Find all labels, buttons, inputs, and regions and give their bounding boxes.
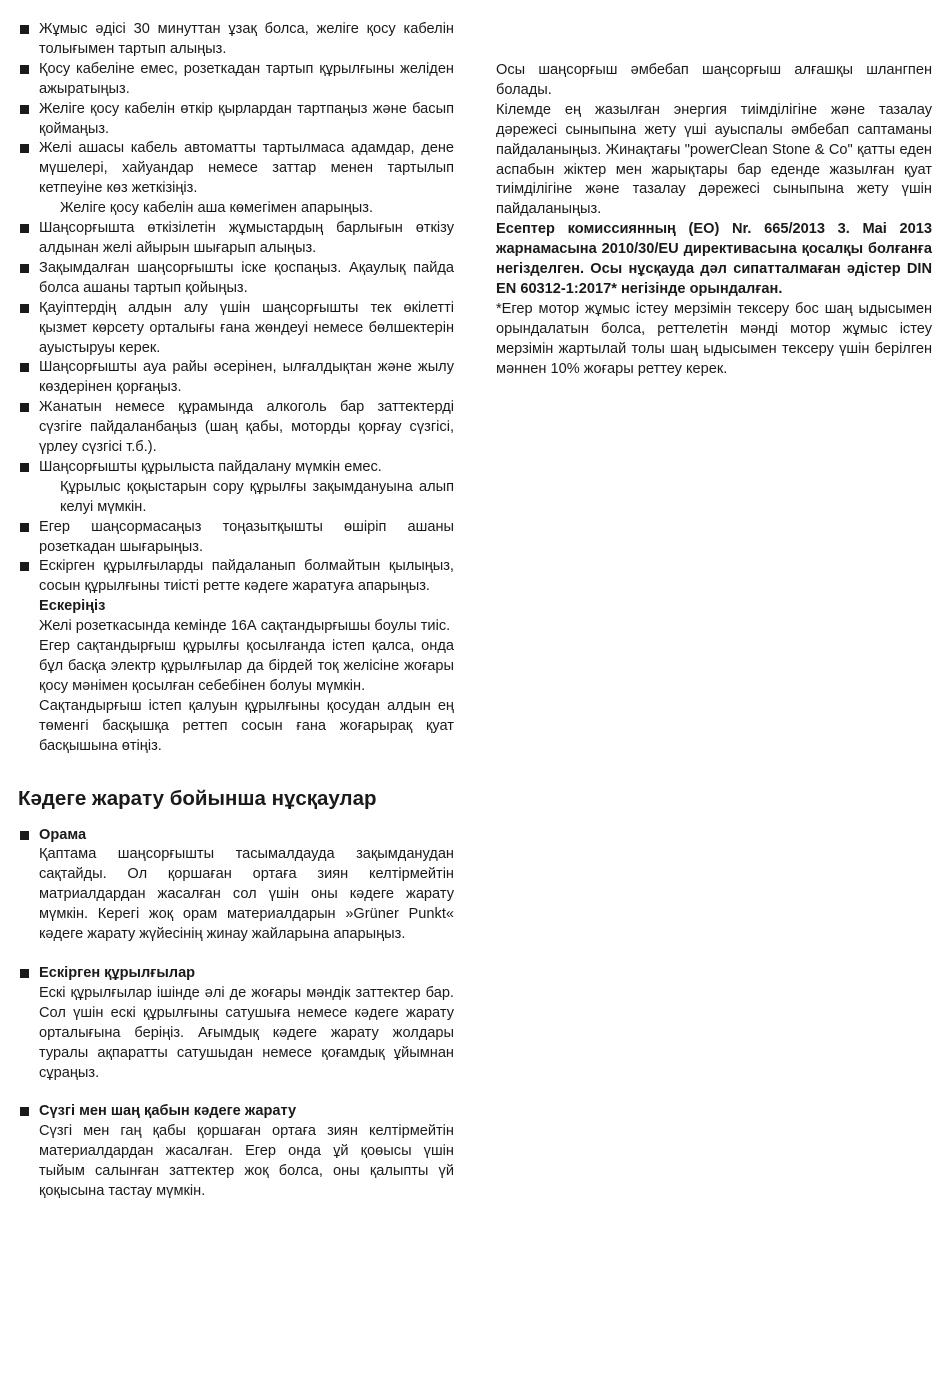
list-item: Шаңсорғышта өткізілетін жұмыстардың барлығын өткізу алдынан желі айырын шығарып алыңыз. — [18, 219, 454, 259]
caution-paragraph: Егер сақтандырғыш құрылғы қосылғанда істеп қалса, онда бұл басқа электр құрылғылар да бірдей тоқ желісіне жоғары қосу мәнімен қосылған себебінен болуы мүмкін. — [39, 638, 454, 694]
list-item: Егер шаңсормасаңыз тоңазытқышты өшіріп ашаны розеткадан шығарыңыз. — [18, 518, 454, 558]
section-title-packaging: Орама — [18, 826, 454, 846]
cable-note: Желіге қосу кабелін аша көмегімен апарыңыз. — [60, 200, 374, 217]
disposal-heading: Кәдеге жарату бойынша нұсқаулар — [18, 786, 377, 810]
left-column — [18, 20, 454, 1202]
section-text-old-devices: Ескі құрылғылар ішінде әлі де жоғары мәндік заттектер бар. Сол үшін ескі құрылғыны сатушыға немесе кәдеге жарату орталығына беріңіз. Ағымдық кәдеге жарату жолдары туралы ақпаратты сатушыдан немесе қоғамдық ұйымнан сұраңыз. — [39, 984, 454, 1081]
footnote-paragraph: *Егер мотор жұмыс істеу мерзімін тексеру бос шаң ыдысымен орындалатын болса, реттелетін мәнді мотор жұмыс істеу мерзімін жартылай толы шаң ыдысымен тексеру үшін берілген мәннен 10% жоғары реттеу керек. — [496, 300, 932, 377]
list-item: Желіге қосу кабелін өткір қырлардан тартпаңыз және басып қоймаңыз. — [18, 100, 454, 140]
list-item: Зақымдалған шаңсорғышты іске қоспаңыз. Ақаулық пайда болса ашаны тартып қойыңыз. — [18, 259, 454, 299]
section-text-filter-bag: Сүзгі мен гаң қабы қоршаған ортаға зиян келтірмейтін материалдардан жасалған. Егер онда ұй қоөысы үшін тыйым салынған заттектер жоқ болса, оны қалыпты үй қоқысына тастау мүмкін. — [39, 1123, 454, 1200]
list-item: Желі ашасы кабель автоматты тартылмаса адамдар, дене мүшелері, хайуандар немесе заттар менен тартылып кетпеуіне көз жеткізіңіз. — [18, 139, 454, 199]
list-item: Шаңсорғышты құрылыста пайдалану мүмкін емес. — [18, 458, 454, 478]
nozzle-paragraph: Осы шаңсорғыш әмбебап шаңсорғыш алғашқы шлангпен болады. — [496, 62, 932, 98]
caution-title: Ескеріңіз — [39, 598, 106, 615]
list-item: Қауіптердің алдын алу үшін шаңсорғышты тек өкілетті қызмет көрсету орталығы ғана жөндеуі немесе бөлшектерін ауыстыруы керек. — [18, 299, 454, 359]
list-item: Қосу кабеліне емес, розеткадан тартып құрылғыны желіден ажыратыңыз. — [18, 60, 454, 100]
section-text-packaging: Қаптама шаңсорғышты тасымалдауда зақымданудан сақтайды. Ол қоршаған ортаға зиян келтірмейтін матриалдардан жасалған сол үшін оны кәдеге жарату мүмкін. Керегі жоқ орам материалдарын »Grüner Punkt« кәдеге жарату жүйесінің жинау жайларына апарыңыз. — [39, 846, 454, 943]
list-item: Жанатын немесе құрамында алкоголь бар заттектерді сүзгіге пайдаланбаңыз (шаң қабы, моторды қорғау сүзгісі, үрлеу сүзгісі т.б.). — [18, 398, 454, 458]
list-item: Ескірген құрылғыларды пайдаланып болмайтын қылыңыз, сосын құрылғыны тиісті ретте кәдеге жаратуға апарыңыз. — [18, 557, 454, 597]
caution-paragraph: Желі розеткасында кемінде 16А сақтандырғышы боулы тиіс. — [39, 618, 451, 635]
list-item: Шаңсорғышты ауа райы әсерінен, ылғалдықтан және жылу көздерінен қорғаңыз. — [18, 358, 454, 398]
right-column — [496, 61, 932, 380]
section-title-old-devices: Ескірген құрылғылар — [18, 964, 454, 984]
list-item: Жұмыс әдісі 30 минуттан ұзақ болса, желіге қосу кабелін толығымен тартып алыңыз. — [18, 20, 454, 60]
regulation-paragraph: Есептер комиссиянның (ЕО) Nr. 665/2013 3. Mai 2013 жарнамасына 2010/30/EU директивасына қосалқы болғанға негізделген. Осы нұсқауда дәл сипатталмаған әдістер DIN EN 60312-1:2017* негізінде орындалған. — [496, 221, 932, 297]
caution-paragraph: Сақтандырғыш істеп қалуын құрылғыны қосудан алдын ең төменгі басқышқа реттеп сосын ғана жоғарырақ қуат басқышына өтіңіз. — [39, 697, 454, 754]
section-title-filter-bag: Сүзгі мен шаң қабын кәдеге жарату — [18, 1102, 454, 1122]
construction-note: Құрылыс қоқыстарын сору құрылғы зақымдануына алып келуі мүмкін. — [60, 478, 454, 515]
energy-paragraph: Кілемде ең жазылған энергия тиімділігіне және тазалау дәрежесі сыныпына жету үші ауыспалы әмбебап саптаманы пайдаланыңыз. Жинақтағы "powerClean Stone & Co" қатты еден аспабын жіктер мен жарықтары бар еденде жазылған қуат тиімділігіне және тазалау дәрежесі сыныпына жету үшін пайдаланыңыз. — [496, 101, 932, 218]
